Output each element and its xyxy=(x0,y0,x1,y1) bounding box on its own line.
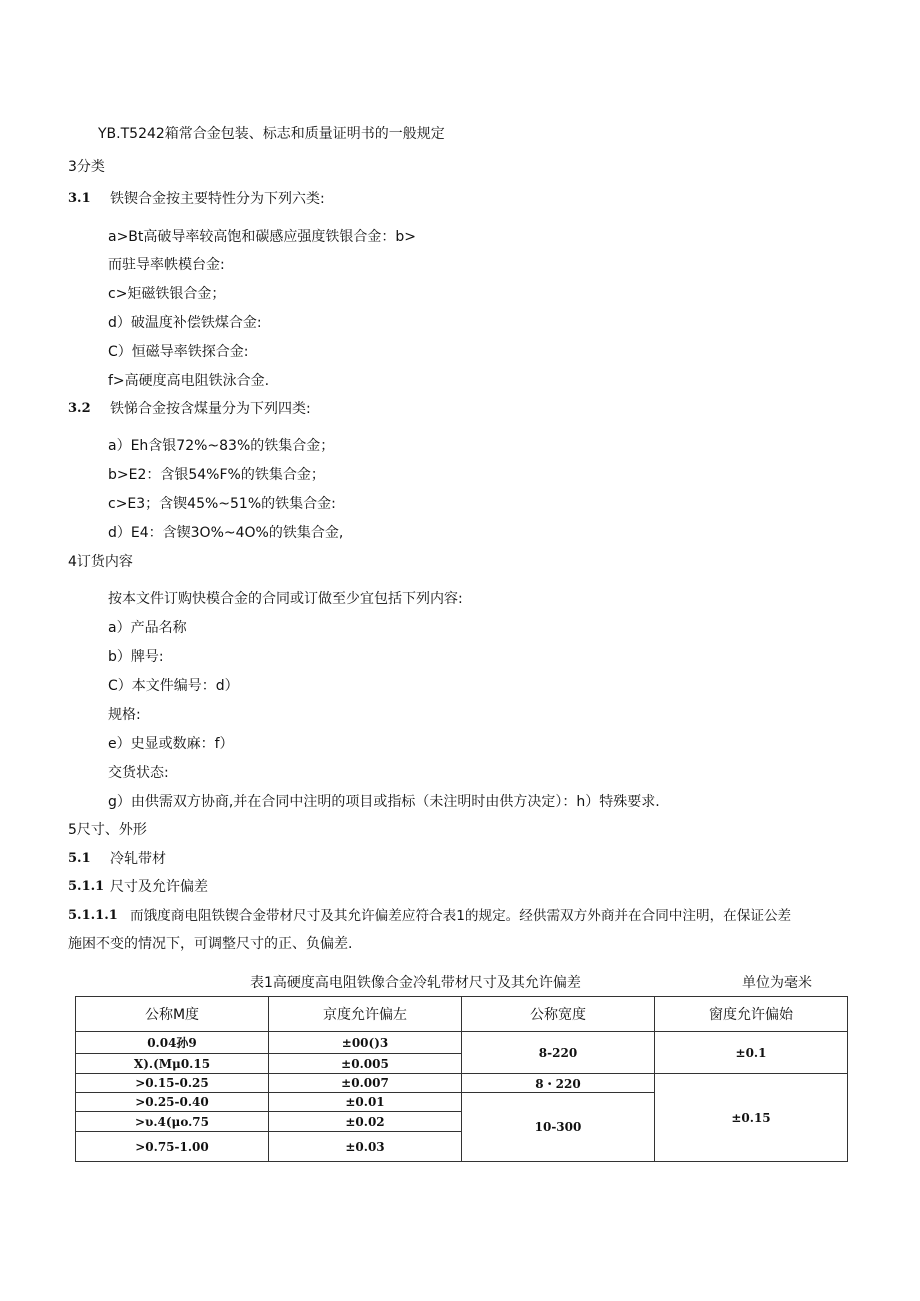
cell-thickness-tolerance: ±0.03 xyxy=(269,1132,462,1162)
cell-thickness: >υ.4(μo.75 xyxy=(76,1112,269,1132)
section-5-title: 5尺寸、外形 xyxy=(68,822,147,838)
section-5-1-1-1-continued: 施困不变的情况下，可调整尺寸的正、负偏差. xyxy=(68,936,353,952)
cell-thickness-tolerance: ±0.02 xyxy=(269,1112,462,1132)
cell-width: 8-220 xyxy=(462,1032,655,1074)
col-header-nominal-thickness: 公称M度 xyxy=(76,997,269,1032)
col-header-thickness-tolerance: 京度允许偏左 xyxy=(269,997,462,1032)
list-item: d）破温度补偿铁煤合金: xyxy=(108,315,262,331)
document-header xyxy=(98,124,445,144)
cell-thickness-tolerance: ±00()3 xyxy=(269,1032,462,1054)
list-item: b）牌号: xyxy=(108,649,164,665)
section-number: 5.1.1 xyxy=(68,879,105,894)
section-number: 3.2 xyxy=(68,401,91,416)
cell-thickness: 0.04孙9 xyxy=(76,1032,269,1054)
col-header-nominal-width: 公称宽度 xyxy=(462,997,655,1032)
list-item: 交货状态: xyxy=(108,765,169,781)
table-row xyxy=(76,1032,848,1054)
cell-thickness: X).(Mμ0.15 xyxy=(76,1054,269,1074)
section-text: 铁悌合金按含煤量分为下列四类: xyxy=(110,401,311,417)
list-item: c>矩磁铁银合金； xyxy=(108,286,226,302)
list-item: 规格: xyxy=(108,707,141,723)
table-row xyxy=(76,1074,848,1093)
section-text: 铁锲合金按主要特性分为下列六类: xyxy=(110,191,325,207)
cell-thickness: >0.25-0.40 xyxy=(76,1093,269,1112)
list-item: C）本文件编号：d） xyxy=(108,678,239,694)
cell-width-tolerance: ±0.1 xyxy=(655,1032,848,1074)
list-item: e）史显或数麻：f） xyxy=(108,736,234,752)
section-4-title: 4订货内容 xyxy=(68,554,133,570)
section-text: 而饿度商电阻铁锲合金带材尺寸及其允许偏差应符合表1的规定。经供需双方外商并在合同中注明，在保证公差 xyxy=(130,908,792,924)
cell-thickness-tolerance: ±0.005 xyxy=(269,1054,462,1074)
section-text: 冷轧带材 xyxy=(110,851,166,867)
section-3-title: 3分类 xyxy=(68,159,105,175)
cell-width-tolerance: ±0.15 xyxy=(655,1074,848,1162)
list-item: C）恒磁导率铁探合金: xyxy=(108,344,249,360)
cell-thickness: >0.15-0.25 xyxy=(76,1074,269,1093)
cell-thickness: >0.75-1.00 xyxy=(76,1132,269,1162)
list-item: c>E3；含锲45%~51%的铁集合金: xyxy=(108,496,336,512)
section-number: 5.1.1.1 xyxy=(68,908,118,923)
list-item: b>E2：含银54%F%的铁集合金； xyxy=(108,467,325,483)
section-4-intro: 按本文件订购快模合金的合同或订做至少宜包括下列内容: xyxy=(108,591,463,607)
cell-width: 8・220 xyxy=(462,1074,655,1093)
spec-table xyxy=(75,996,848,1162)
table-unit: 单位为毫米 xyxy=(742,975,812,991)
table-header-row xyxy=(76,997,848,1032)
table-caption: 表1高硬度高电阻铁像合金冷轧带材尺寸及其允许偏差 xyxy=(250,975,581,991)
list-item: a）Eh含银72%~83%的铁集合金； xyxy=(108,438,335,454)
list-item: f>高硬度高电阻铁泳合金. xyxy=(108,373,270,389)
cell-thickness-tolerance: ±0.007 xyxy=(269,1074,462,1093)
list-item: a>Bt高破导率较高饱和碳感应强度铁银合金：b> xyxy=(108,229,417,245)
list-item: 而驻导率帙模台金: xyxy=(108,257,225,273)
section-number: 3.1 xyxy=(68,191,91,206)
header-text: YB.T5242箱常合金包装、标志和质量证明书的一般规定 xyxy=(98,126,445,142)
col-header-width-tolerance: 窗度允许偏始 xyxy=(655,997,848,1032)
cell-thickness-tolerance: ±0.01 xyxy=(269,1093,462,1112)
section-text: 尺寸及允许偏差 xyxy=(110,879,208,895)
cell-width: 10-300 xyxy=(462,1093,655,1162)
section-number: 5.1 xyxy=(68,851,91,866)
list-item: d）E4：含锲3O%~4O%的铁集合金, xyxy=(108,525,344,541)
list-item: g）由供需双方协商,并在合同中注明的项目或指标（未注明时由供方决定）：h）特殊要求. xyxy=(108,794,660,810)
list-item: a）产品名称 xyxy=(108,620,187,636)
